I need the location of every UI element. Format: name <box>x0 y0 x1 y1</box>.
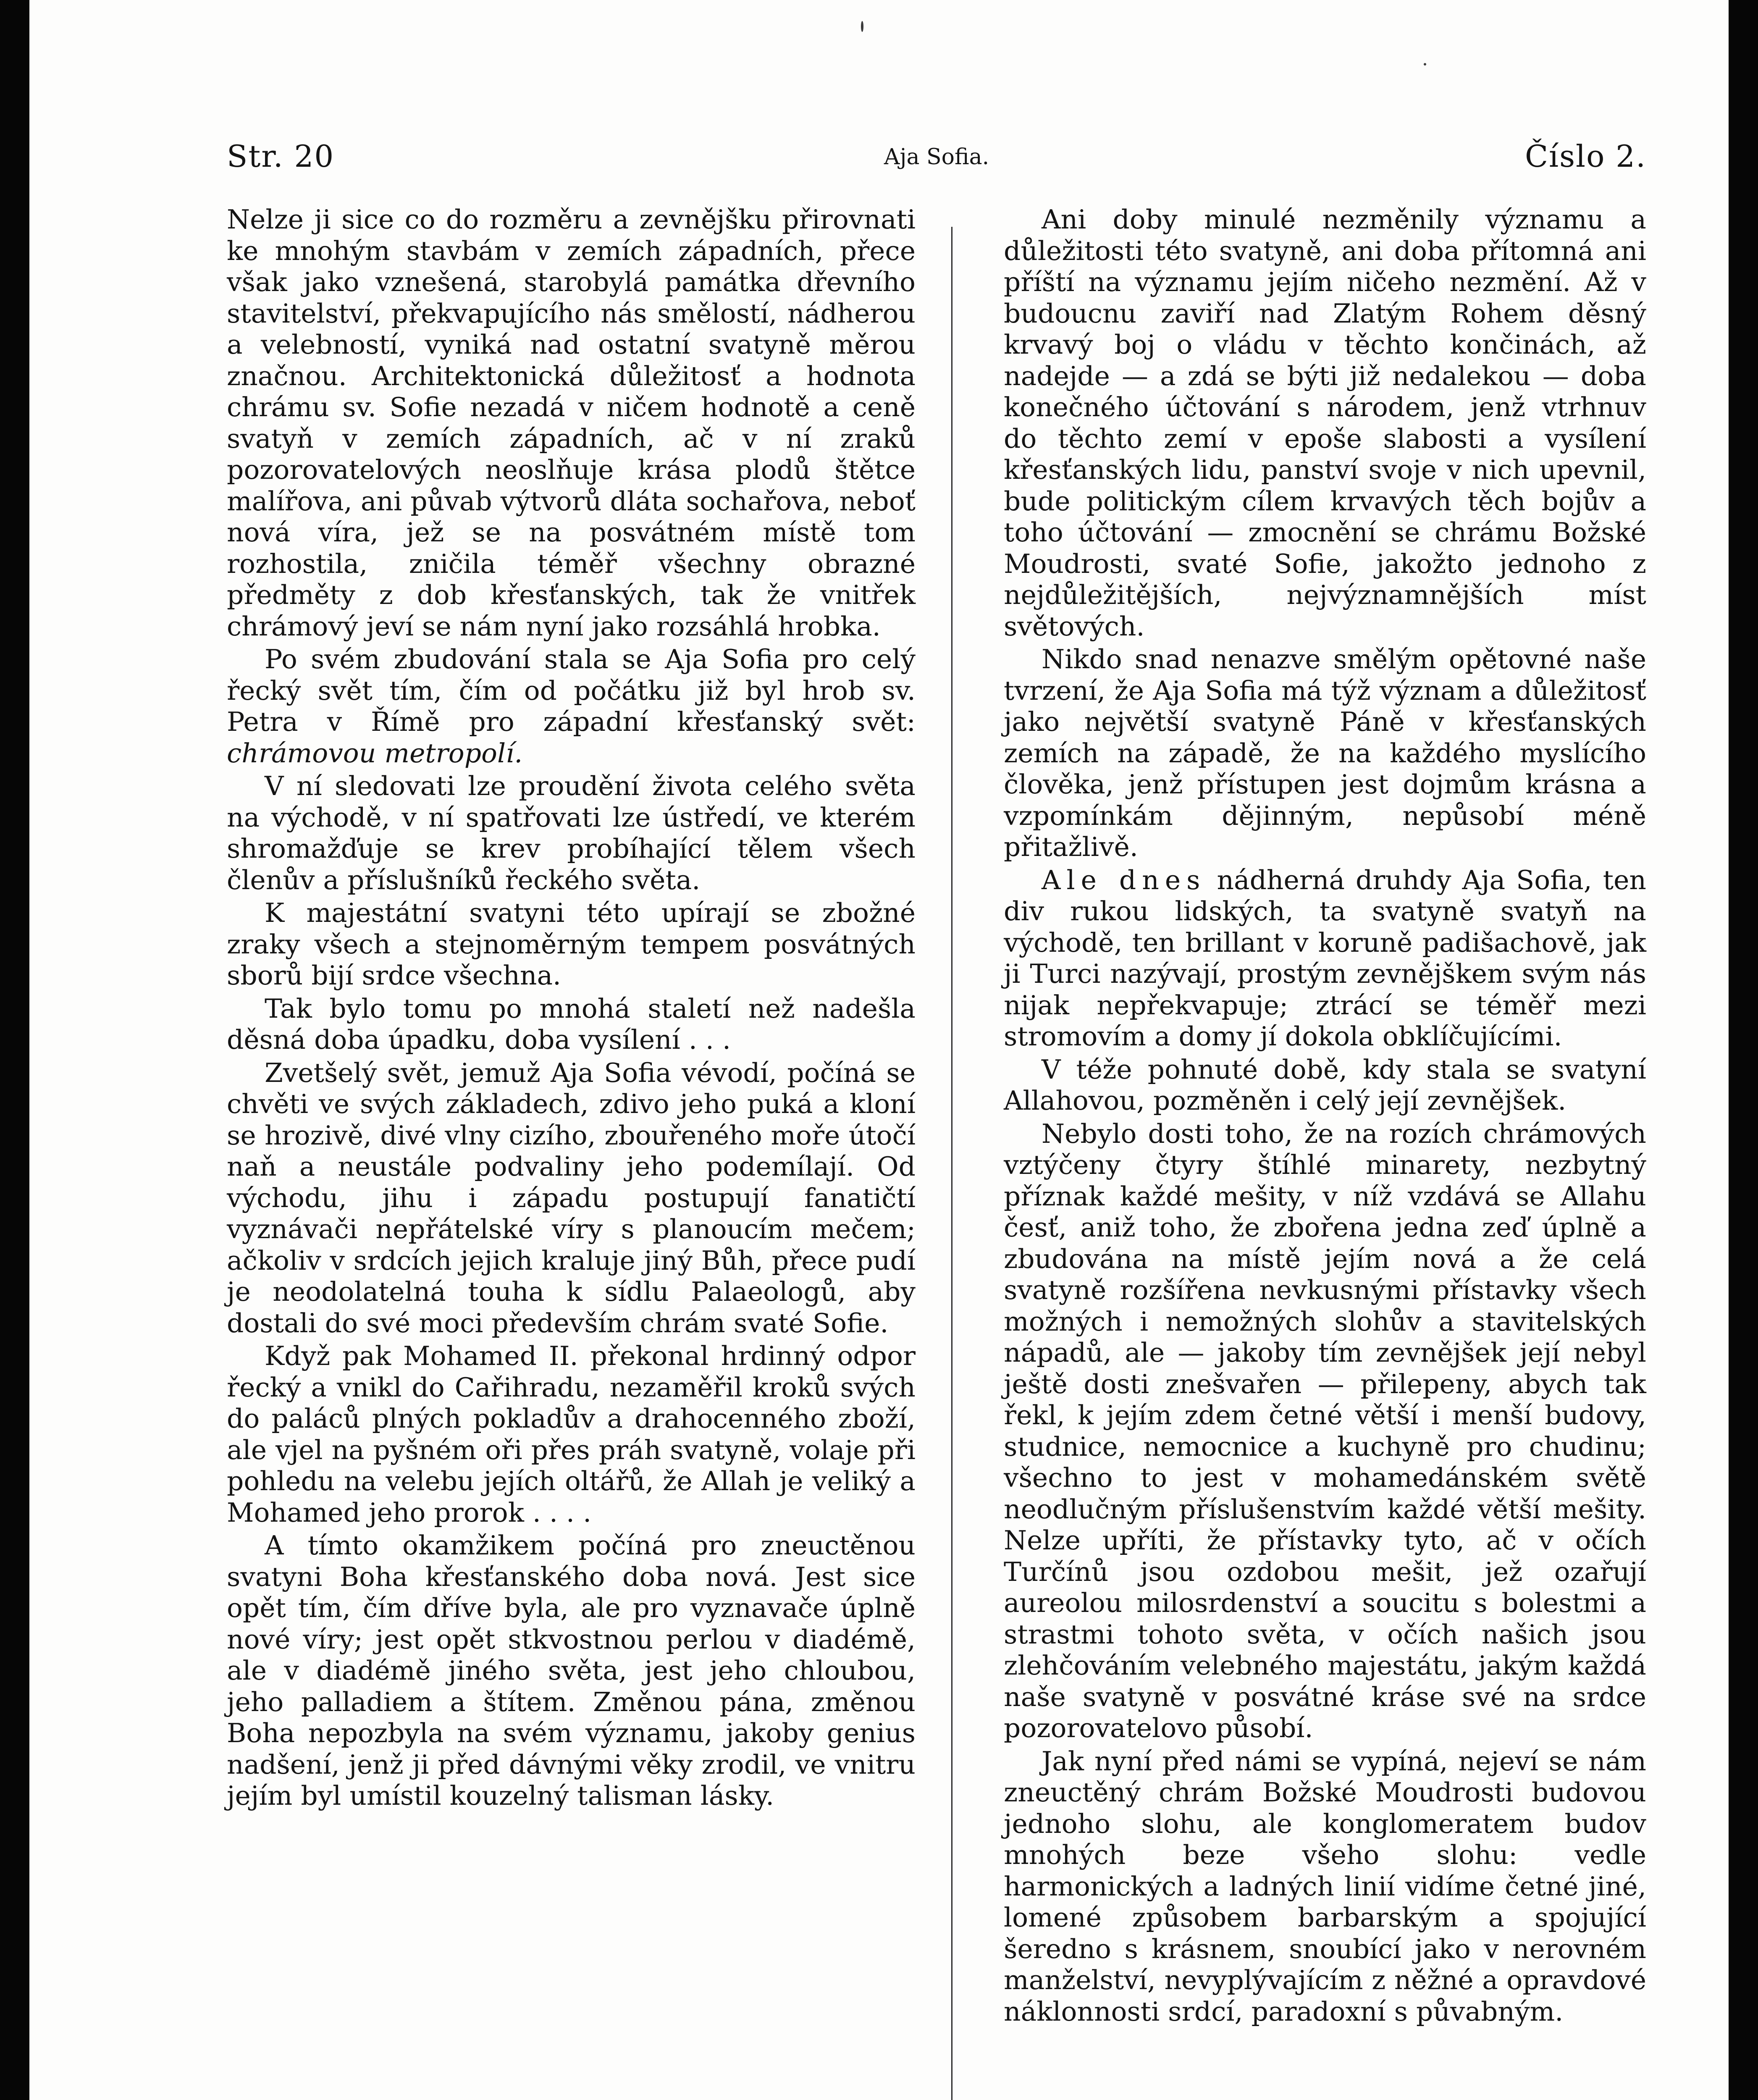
speck <box>1424 63 1426 66</box>
column-divider <box>951 227 952 2100</box>
right-column <box>1004 204 1646 2029</box>
paragraph: Tak bylo tomu po mnohá staletí než nadešla děsná doba úpadku, doba vysílení . . . <box>227 993 916 1055</box>
spaced-text: Ale dnes <box>1042 864 1206 895</box>
emphasized-text: chrámovou metropolí. <box>227 738 523 769</box>
paragraph: Když pak Mohamed II. překonal hrdinný odpor řecký a vnikl do Cařihradu, nezaměřil kroků svých do paláců plných pokladův a drahocenného zboží, ale vjel na pyšném oři přes práh svatyně, volaje při pohledu na velebu jejích oltářů, že Allah je veliký a Mohamed jeho prorok . . . . <box>227 1341 916 1528</box>
document-page <box>29 0 1729 2100</box>
paragraph-text: nádherná druhdy Aja Sofia, ten div rukou lidských, ta svatyně svatyň na východě, ten brillant v koruně padišachově, jak ji Turci nazývají, prostým zevnějškem svým nás nijak nepřekvapuje; ztrácí se téměř mezi stromovím a domy jí dokola obklíčujícími. <box>1004 864 1646 1052</box>
page-number: Str. 20 <box>227 139 335 174</box>
speck <box>861 21 863 32</box>
paragraph: Jak nyní před námi se vypíná, nejeví se nám zneuctěný chrám Božské Moudrosti budovou jednoho slohu, ale konglomeratem budov mnohých beze všeho slohu: vedle harmonických a ladných linií vidíme četné jiné, lomené způsobem barbarským a spojující šeredno s krásnem, snoubící jako v nerovném manželství, nevyplývajícím z něžné a opravdové náklonnosti srdcí, paradoxní s půvabným. <box>1004 1746 1646 2027</box>
page-header <box>227 139 1646 181</box>
paragraph <box>1004 865 1646 1053</box>
paragraph: V ní sledovati lze proudění života celého světa na východě, v ní spatřovati lze ústředí, ve kterém shromažďuje se krev probíhající tělem všech členův a příslušníků řeckého světa. <box>227 771 916 895</box>
left-column <box>227 204 916 1814</box>
issue-number: Číslo 2. <box>1524 139 1646 174</box>
paragraph: Nebylo dosti toho, že na rozích chrámových vztýčeny čtyry štíhlé minarety, nezbytný příznak každé mešity, v níž vzdává se Allahu česť, aniž toho, že zbořena jedna zeď úplně a zbudována na místě jejím nová a že celá svatyně rozšířena nevkusnými přístavky všech možných i nemožných slohův a stavitelských nápadů, ale — jakoby tím zevnějšek její nebyl ještě dosti znešvařen — přilepeny, abych tak řekl, k jejím zdem četné větší i menší budovy, studnice, nemocnice a kuchyně pro chudinu; všechno to jest v mohamedánském světě neodlučným příslušenstvím každé větší mešity. Nelze upříti, že přístavky tyto, ač v očích Turčínů jsou ozdobou mešit, jež ozařují aureolou milosrdenství a soucitu s bolestmi a strastmi tohoto světa, v očích našich jsou zlehčováním velebného majestátu, jakým každá naše svatyně v posvátné kráse své na srdce pozorovatelovo působí. <box>1004 1118 1646 1743</box>
paragraph: A tímto okamžikem počíná pro zneuctěnou svatyni Boha křesťanského doba nová. Jest sice opět tím, čím dříve byla, ale pro vyznavače úplně nové víry; jest opět stkvostnou perlou v diadémě, ale v diadémě jiného světa, jest jeho chloubou, jeho palladiem a štítem. Změnou pána, změnou Boha nepozbyla na svém významu, jakoby genius nadšení, jenž ji před dávnými věky zrodil, ve vnitru jejím byl umístil kouzelný talisman lásky. <box>227 1530 916 1811</box>
paragraph: Nikdo snad nenazve smělým opětovné naše tvrzení, že Aja Sofia má týž význam a důležitosť jako největší svatyně Páně v křesťanských zemích na západě, že na každého myslícího člověka, jenž přístupen jest dojmům krásna a vzpomínkám dějinným, nepůsobí méně přitažlivě. <box>1004 644 1646 862</box>
paragraph <box>227 644 916 769</box>
paragraph: Ani doby minulé nezměnily významu a důležitosti této svatyně, ani doba přítomná ani příští na významu jejím ničeho nezmění. Až v budoucnu zaviří nad Zlatým Rohem děsný krvavý boj o vládu v těchto končinách, až nadejde — a zdá se býti již nedalekou — doba konečného účtování s národem, jenž vtrhnuv do těchto zemí v epoše slabosti a vysílení křesťanských lidu, panství svoje v nich upevnil, bude politickým cílem krvavých těch bojův a toho účtování — zmocnění se chrámu Božské Moudrosti, svaté Sofie, jakožto jednoho z nejdůležitějších, nejvýznamnějších míst světových. <box>1004 204 1646 642</box>
paragraph-text: Po svém zbudování stala se Aja Sofia pro celý řecký svět tím, čím od počátku již byl hrob sv. Petra v Římě pro západní křesťanský svět: <box>227 644 916 737</box>
running-title: Aja Sofia. <box>884 144 989 170</box>
paragraph: Nelze ji sice co do rozměru a zevnějšku přirovnati ke mnohým stavbám v zemích západních, přece však jako vznešená, starobylá památka dřevního stavitelství, překvapujícího nás smělostí, nádherou a velebností, vyniká nad ostatní svatyně měrou značnou. Architektonická důležitosť a hodnota chrámu sv. Sofie nezadá v ničem hodnotě a ceně svatyň v zemích západních, ač v ní zraků pozorovatelových neoslňuje krása plodů štětce malířova, ani půvab výtvorů dláta sochařova, neboť nová víra, jež se na posvátném místě tom rozhostila, zničila téměř všechny obrazné předměty z dob křesťanských, tak že vnitřek chrámový jeví se nám nyní jako rozsáhlá hrobka. <box>227 204 916 642</box>
paragraph: Zvetšelý svět, jemuž Aja Sofia vévodí, počíná se chvěti ve svých základech, zdivo jeho puká a kloní se hrozivě, divé vlny cizího, zbouřeného moře útočí naň a neustále podvaliny jeho podemílají. Od východu, jihu i západu postupují fanatičtí vyznávači nepřátelské víry s planoucím mečem; ačkoliv v srdcích jejich kraluje jiný Bůh, přece pudí je neodolatelná touha k sídlu Palaeologů, aby dostali do své moci především chrám svaté Sofie. <box>227 1057 916 1339</box>
paragraph: V téže pohnuté době, kdy stala se svatyní Allahovou, pozměněn i celý její zevnějšek. <box>1004 1054 1646 1116</box>
paragraph: K majestátní svatyni této upírají se zbožné zraky všech a stejnoměrným tempem posvátných sborů bijí srdce všechna. <box>227 898 916 991</box>
